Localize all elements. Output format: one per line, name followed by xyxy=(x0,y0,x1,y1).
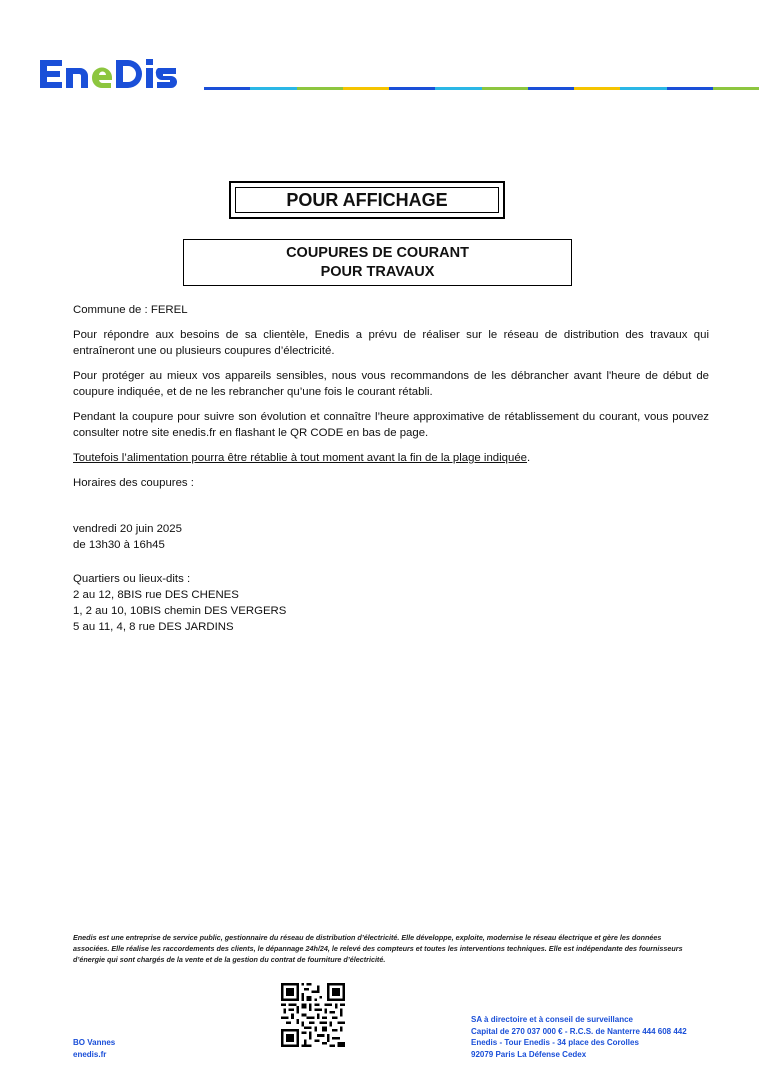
notice-body xyxy=(73,302,709,635)
footer-company-line-2: Capital de 270 037 000 € - R.C.S. de Nanterre 444 608 442 xyxy=(471,1026,687,1036)
commune-line: Commune de : FEREL xyxy=(73,304,188,316)
warning-end: . xyxy=(527,452,531,464)
quartiers-block xyxy=(73,571,709,635)
enedis-logo xyxy=(38,54,200,94)
quartier-item: 1, 2 au 10, 10BIS chemin DES VERGERS xyxy=(73,605,287,617)
schedule-date: vendredi 20 juin 2025 xyxy=(73,523,182,535)
footer-company-info xyxy=(471,1014,687,1060)
footer-left-info xyxy=(73,1037,115,1061)
footer-office: BO Vannes xyxy=(73,1038,116,1047)
coupures-title-line2: POUR TRAVAUX xyxy=(320,263,435,280)
affichage-title: POUR AFFICHAGE xyxy=(235,187,499,213)
coupures-box xyxy=(183,239,572,286)
footer-legal-text: Enedis est une entreprise de service public, gestionnaire du réseau de distribution d’électricité. Elle développe, exploite, modernise le réseau électrique et gère les données associées. Elle réalise les raccordements des clients, le dépannage 24h/24, le relevé des compteurs et toutes les interventions techniques. Elle est indépendante des fournisseurs d’énergie qui sont chargés de la vente et de la gestion du contrat de fourniture d’électricité. xyxy=(73,933,683,964)
footer-company-line-1: SA à directoire et à conseil de surveillance xyxy=(471,1015,633,1024)
paragraph-2: Pour protéger au mieux vos appareils sensibles, nous vous recommandons de les débrancher avant l'heure de début de coupure indiquée, et de ne les rebrancher qu’une fois le courant rétabli. xyxy=(73,370,709,398)
warning-underlined: Toutefois l’alimentation pourra être rétablie à tout moment avant la fin de la plage indiquée xyxy=(73,452,528,464)
paragraph-1: Pour répondre aux besoins de sa clientèle, Enedis a prévu de réaliser sur le réseau de distribution des travaux qui entraîneront une ou plusieurs coupures d’électricité. xyxy=(73,329,709,357)
schedule-block xyxy=(73,521,709,553)
affichage-box xyxy=(229,181,505,219)
coupures-title-line1: COUPURES DE COURANT xyxy=(286,244,469,261)
footer-company-line-3: Enedis - Tour Enedis - 34 place des Corolles xyxy=(471,1038,639,1047)
horaires-label: Horaires des coupures : xyxy=(73,477,194,489)
footer-website-link[interactable]: enedis.fr xyxy=(73,1050,107,1059)
schedule-time: de 13h30 à 16h45 xyxy=(73,539,165,551)
brand-divider-line xyxy=(204,87,759,90)
quartiers-label: Quartiers ou lieux-dits : xyxy=(73,573,191,585)
qr-code-icon[interactable] xyxy=(281,983,345,1047)
paragraph-3: Pendant la coupure pour suivre son évolution et connaître l’heure approximative de rétablissement du courant, vous pouvez consulter notre site enedis.fr en flashant le QR CODE en bas de page. xyxy=(73,411,709,439)
warning-paragraph xyxy=(73,450,709,466)
quartier-item: 5 au 11, 4, 8 rue DES JARDINS xyxy=(73,621,234,633)
quartier-item: 2 au 12, 8BIS rue DES CHENES xyxy=(73,589,239,601)
footer-company-line-4: 92079 Paris La Défense Cedex xyxy=(471,1049,587,1059)
